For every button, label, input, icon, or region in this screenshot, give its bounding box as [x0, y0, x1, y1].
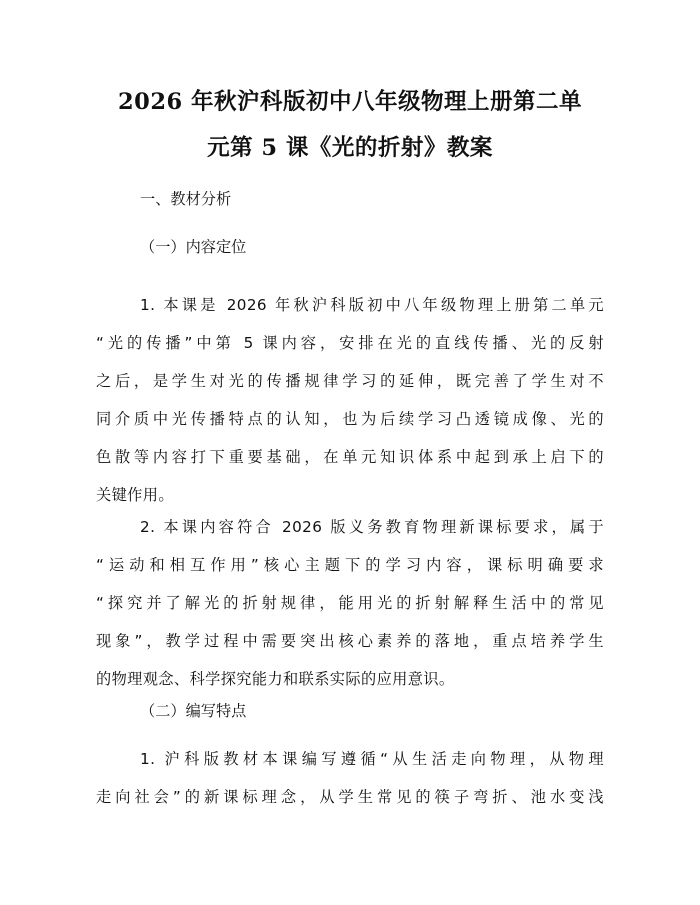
paragraph-2-line: 现象”，教学过程中需要突出核心素养的落地，重点培养学生: [96, 632, 604, 650]
paragraph-2: [96, 508, 604, 698]
document-title-line-2: 元第 5 课《光的折射》教案: [207, 135, 493, 161]
paragraph-2-line: 2. 本课内容符合 2026 版义务教育物理新课标要求，属于: [140, 518, 604, 536]
paragraph-3-line: 走向社会”的新课标理念，从学生常见的筷子弯折、池水变浅: [96, 788, 604, 806]
document-title-line-1: 2026 年秋沪科版初中八年级物理上册第二单: [118, 89, 582, 115]
paragraph-1-line: 之后，是学生对光的传播规律学习的延伸，既完善了学生对不: [96, 372, 604, 390]
paragraph-2-line: “探究并了解光的折射规律，能用光的折射解释生活中的常见: [96, 594, 604, 612]
paragraph-2-line: “运动和相互作用”核心主题下的学习内容，课标明确要求: [96, 556, 604, 574]
paragraph-3-line: 1. 沪科版教材本课编写遵循“从生活走向物理，从物理: [140, 750, 604, 768]
paragraph-2-line: 的物理观念、科学探究能力和联系实际的应用意识。: [96, 670, 455, 688]
paragraph-1-line: 色散等内容打下重要基础，在单元知识体系中起到承上启下的: [96, 448, 604, 466]
paragraph-3: [96, 740, 604, 816]
paragraph-1-line: 关键作用。: [96, 486, 174, 504]
subsection-heading-content-positioning: （一）内容定位: [140, 238, 247, 256]
paragraph-1: [96, 286, 604, 514]
paragraph-1-line: “光的传播”中第 5 课内容，安排在光的直线传播、光的反射: [96, 334, 604, 352]
section-heading: 一、教材分析: [140, 190, 232, 208]
paragraph-1-line: 1. 本课是 2026 年秋沪科版初中八年级物理上册第二单元: [140, 296, 604, 314]
subsection-heading-writing-features: （二）编写特点: [140, 702, 247, 720]
paragraph-1-line: 同介质中光传播特点的认知，也为后续学习凸透镜成像、光的: [96, 410, 604, 428]
